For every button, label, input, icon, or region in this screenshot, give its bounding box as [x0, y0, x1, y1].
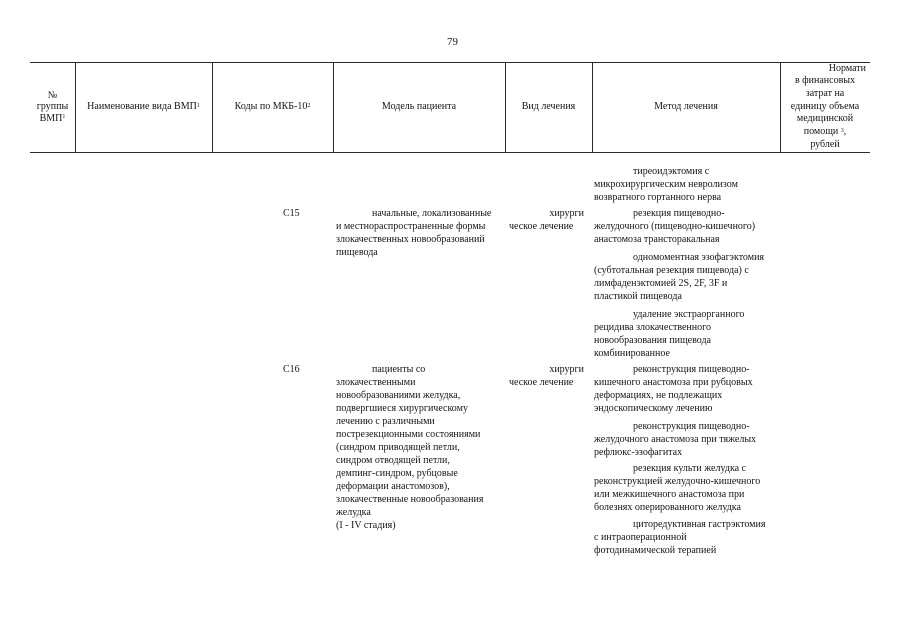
- treatment-type-line: ческое лечение: [509, 221, 574, 232]
- patient-model-line: пищевода: [336, 247, 378, 258]
- method-line: резекция культи желудка с: [633, 463, 747, 474]
- patient-model-line: злокачественные новообразования: [336, 494, 484, 505]
- header-line: в финансовых: [794, 75, 856, 87]
- treatment-method-block: [594, 363, 780, 415]
- treatment-method-block: [594, 308, 780, 360]
- patient-model-c15: [336, 207, 504, 259]
- header-text: Коды по МКБ-10: [234, 101, 308, 112]
- method-line: желудочного анастомоза при тяжелых: [594, 434, 757, 445]
- patient-model-line: и местнораспространенные формы: [336, 221, 486, 232]
- patient-model-line: лечению с различными: [336, 416, 435, 427]
- method-line: комбинированное: [594, 348, 670, 359]
- header-text: Метод лечения: [654, 101, 718, 112]
- header-line: [40, 113, 66, 125]
- patient-model-line: начальные, локализованные: [372, 208, 492, 219]
- treatment-method-block: [594, 251, 780, 303]
- treatment-method-block: [594, 462, 780, 514]
- method-line: лимфаденэктомией 2S, 2F, 3F и: [594, 278, 728, 289]
- patient-model-line: деформации анастомозов),: [336, 481, 450, 492]
- method-line: тиреоидэктомия с: [633, 166, 710, 177]
- method-line: кишечного анастомоза при рубцовых: [594, 377, 753, 388]
- patient-model-line: пациенты со: [372, 364, 426, 375]
- header-text: помощи: [803, 126, 841, 138]
- header-line: [235, 101, 311, 113]
- header-cost-norm: [780, 62, 870, 152]
- method-line: болезнях оперированного желудка: [594, 502, 741, 513]
- treatment-type-line: хирурги: [549, 364, 584, 375]
- method-line: реконструкция пищеводно-: [633, 364, 750, 375]
- header-treatment-method: [592, 62, 780, 152]
- footnote-mark: 1: [62, 113, 66, 120]
- method-line: новообразования пищевода: [594, 335, 711, 346]
- header-line: рублей: [810, 138, 840, 150]
- header-text: Наименование вида ВМП: [87, 101, 197, 112]
- method-line: рецидива злокачественного: [594, 322, 711, 333]
- header-line: [780, 126, 870, 139]
- treatment-type-line: хирурги: [549, 208, 584, 219]
- header-group-number: [30, 62, 75, 152]
- method-line: возвратного гортанного нерва: [594, 192, 722, 203]
- method-line: реконструкция пищеводно-: [633, 421, 750, 432]
- icd-code-c16: [283, 363, 323, 376]
- footnote-mark: 2: [307, 103, 311, 109]
- method-line: эндоскопическому лечению: [594, 403, 713, 414]
- header-line: группы: [36, 101, 69, 113]
- method-line: анастомоза трансторакальная: [594, 234, 720, 245]
- treatment-type-c16: [509, 363, 584, 389]
- header-line: медицинской: [796, 113, 854, 125]
- method-line: желудочного (пищеводно-кишечного): [594, 221, 756, 232]
- header-line: затрат на: [805, 87, 845, 99]
- header-icd-codes: [212, 62, 333, 152]
- header-treatment-type: [505, 62, 592, 152]
- treatment-type-line: ческое лечение: [509, 377, 574, 388]
- header-line: [87, 101, 200, 113]
- method-line: фотодинамической терапией: [594, 545, 717, 556]
- patient-model-line: злокачественных новообразований: [336, 234, 485, 245]
- icd-code: C16: [283, 364, 300, 375]
- header-line: единицу объема: [790, 100, 860, 112]
- header-text: ВМП: [39, 112, 63, 124]
- patient-model-line: новообразованиями желудка,: [336, 390, 461, 401]
- method-line: реконструкцией желудочно-кишечного: [594, 476, 761, 487]
- treatment-type-c15: [509, 207, 584, 233]
- method-line: удаление экстраорганного: [633, 309, 745, 320]
- header-vmp-name: [75, 62, 212, 152]
- method-line: циторедуктивная гастрэктомия: [633, 519, 766, 530]
- patient-model-c16: [336, 363, 504, 532]
- method-line: микрохирургическим невролизом: [594, 179, 738, 190]
- treatment-method-block: [594, 207, 780, 246]
- patient-model-line: (I - IV стадия): [336, 520, 396, 531]
- patient-model-line: синдром отводящей петли,: [336, 455, 450, 466]
- header-patient-model: [333, 62, 505, 152]
- treatment-method-block: [594, 518, 780, 557]
- method-line: пластикой пищевода: [594, 291, 682, 302]
- page-number: 79: [447, 36, 458, 48]
- patient-model-line: злокачественными: [336, 377, 416, 388]
- header-bottom-border: [30, 152, 870, 153]
- patient-model-line: (синдром приводящей петли,: [336, 442, 460, 453]
- patient-model-line: подвергшиеся хирургическому: [336, 403, 468, 414]
- method-line: деформациях, не подлежащих: [594, 390, 723, 401]
- header-text: ,: [843, 126, 847, 138]
- patient-model-line: пострезекционными состояниями: [336, 429, 481, 440]
- header-line: №: [47, 89, 58, 101]
- method-line: с интраоперационной: [594, 532, 687, 543]
- method-line: рефлюкс-эзофагитах: [594, 447, 683, 458]
- method-line: или межкишечного анастомоза при: [594, 489, 745, 500]
- footnote-mark: 3: [840, 128, 844, 135]
- treatment-method-block: [594, 165, 780, 204]
- method-line: (субтотальная резекция пищевода) с: [594, 265, 749, 276]
- header-text: Модель пациента: [381, 101, 457, 112]
- patient-model-line: демпинг-синдром, рубцовые: [336, 468, 458, 479]
- icd-code-c15: [283, 207, 323, 220]
- patient-model-line: желудка: [336, 507, 371, 518]
- icd-code: C15: [283, 208, 300, 219]
- treatment-method-block: [594, 420, 780, 459]
- footnote-mark: 1: [196, 103, 200, 109]
- header-line: Нормати: [828, 62, 866, 74]
- method-line: одномоментная эзофагэктомия: [633, 252, 765, 263]
- method-line: резекция пищеводно-: [633, 208, 725, 219]
- header-text: Вид лечения: [521, 101, 576, 112]
